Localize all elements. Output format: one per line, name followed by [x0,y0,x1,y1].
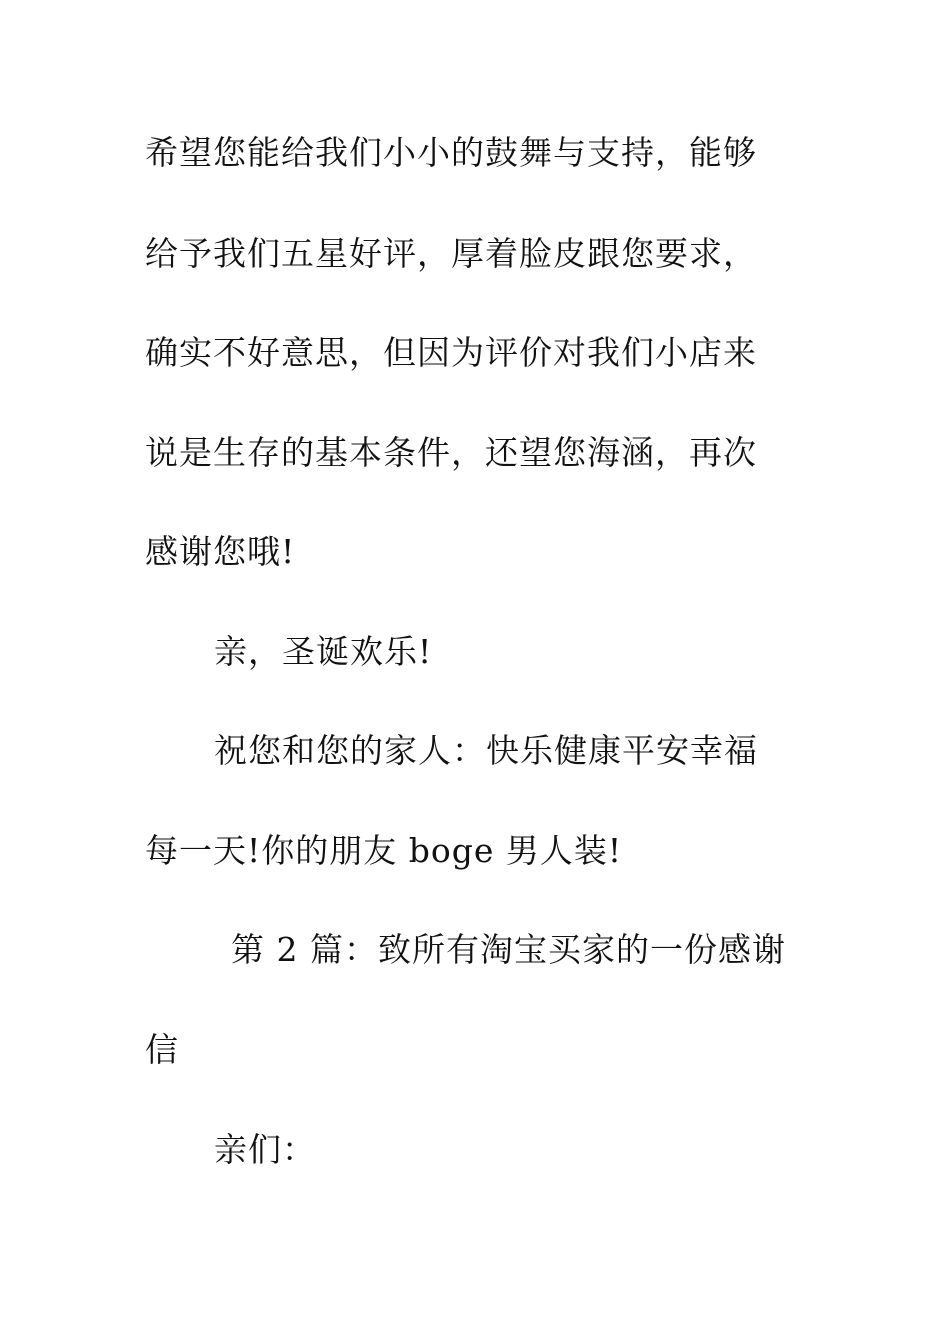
paragraph-line-2: 给予我们五星好评，厚着脸皮跟您要求， [145,234,757,273]
paragraph-line-3: 确实不好意思，但因为评价对我们小店来 [145,333,757,372]
wishes-line-1: 祝您和您的家人：快乐健康平安幸福 [214,731,758,770]
paragraph-line-1: 希望您能给我们小小的鼓舞与支持，能够 [145,133,757,172]
salutation-line: 亲们： [214,1130,316,1169]
section-heading-line-2: 信 [145,1030,179,1069]
paragraph-line-4: 说是生存的基本条件，还望您海涵，再次 [145,433,757,472]
section-heading-line-1: 第 2 篇：致所有淘宝买家的一份感谢 [231,930,786,969]
greeting-line: 亲，圣诞欢乐! [214,632,433,671]
wishes-line-2: 每一天!你的朋友 boge 男人装! [145,831,623,870]
paragraph-line-5: 感谢您哦! [145,532,296,571]
